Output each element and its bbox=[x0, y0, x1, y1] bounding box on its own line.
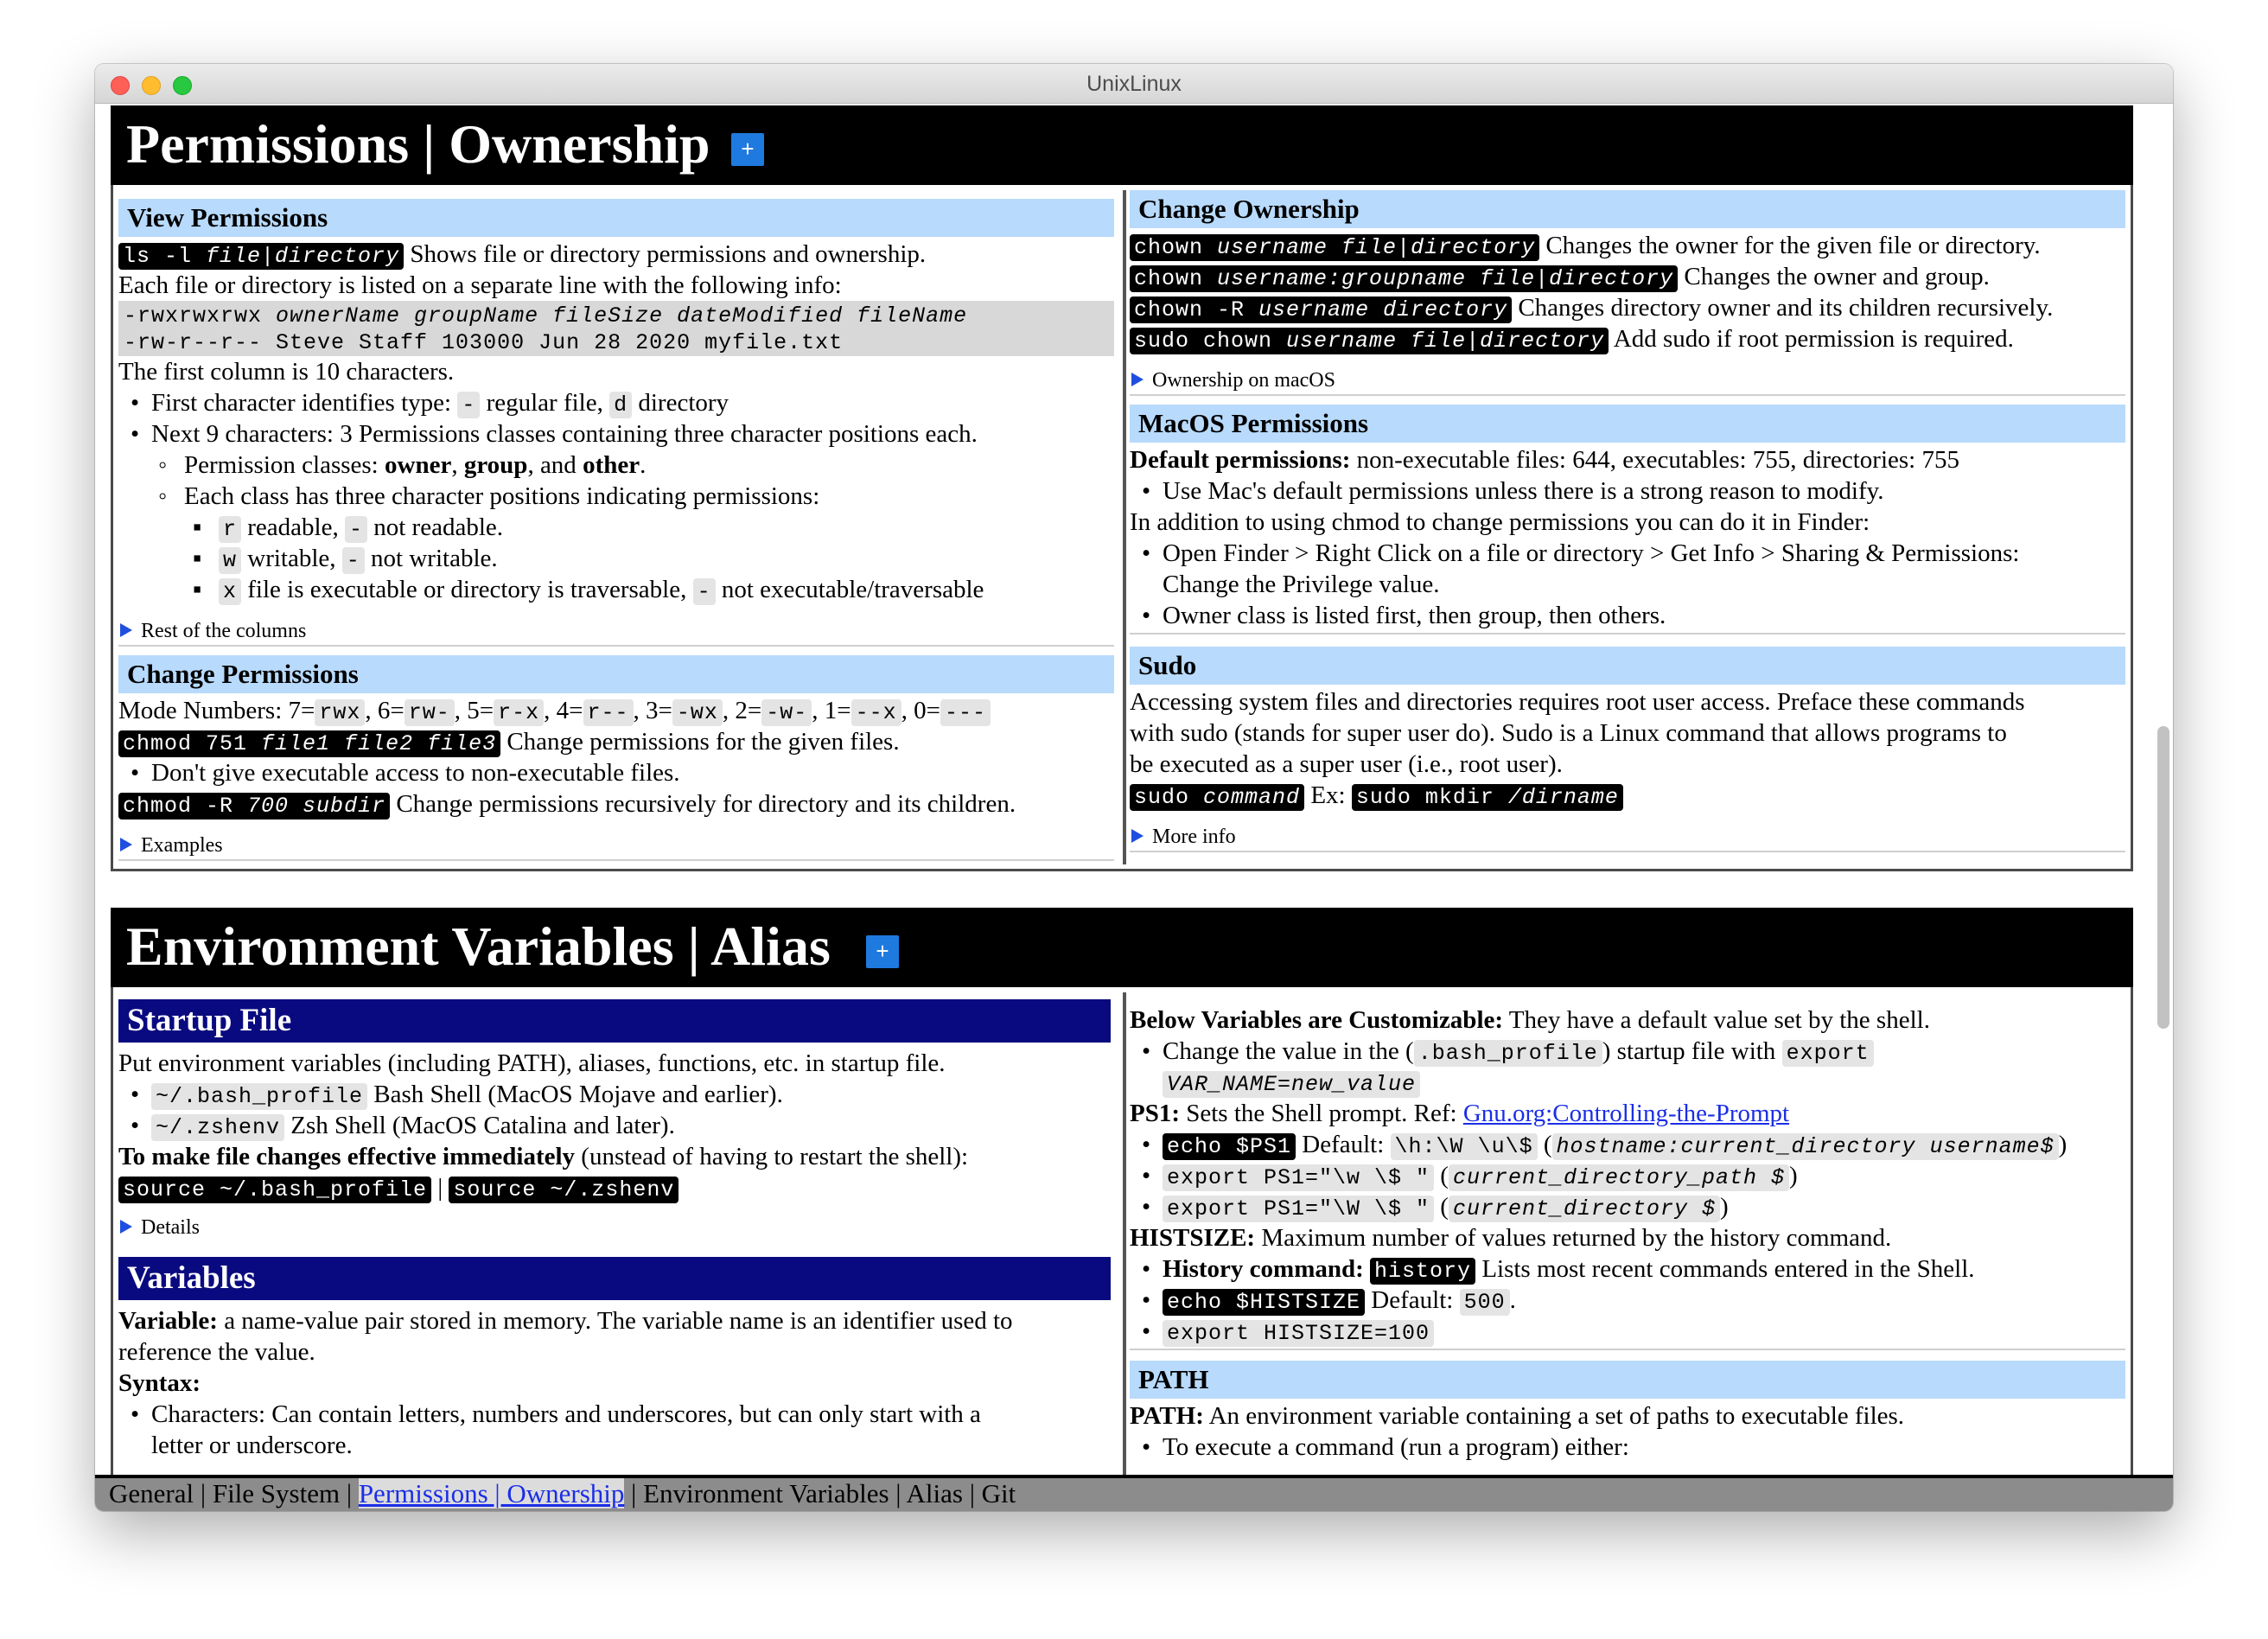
list-item: • echo $PS1 Default: \h:\W \u\$ ( hostname:current_directory username$ ) bbox=[1130, 1129, 2067, 1163]
ownership-macos-toggle[interactable]: Ownership on macOS bbox=[1130, 367, 2125, 396]
default-permissions-line: Default permissions: non-executable files: 644, executables: 755, directories: 755 bbox=[1130, 446, 1959, 474]
list-item: • echo $HISTSIZE Default: 500 . bbox=[1130, 1285, 1516, 1318]
list-item: • Open Finder > Right Click on a file or directory > Get Info > Sharing & Permissions: bbox=[1130, 538, 2019, 569]
list-item: ◦ Each class has three character positions indicating permissions: bbox=[118, 481, 819, 512]
startup-file-header: Startup File bbox=[118, 999, 1111, 1043]
macos-divider bbox=[1130, 609, 2125, 635]
section-header-permissions bbox=[111, 105, 2133, 185]
list-item: • Next 9 characters: 3 Permissions classes containing three character positions each. bbox=[118, 418, 978, 450]
listing-info-line: Each file or directory is listed on a separate line with the following info: bbox=[118, 271, 842, 299]
chown-recursive-line: chown -R username directory Changes directory owner and its children recursively. bbox=[1130, 292, 2053, 326]
ps1-line: PS1: Sets the Shell prompt. Ref: Gnu.org:Controlling-the-Prompt bbox=[1130, 1100, 1790, 1127]
disclosure-triangle-icon bbox=[120, 623, 132, 637]
permissions-panel bbox=[111, 185, 2133, 871]
section-title: Environment Variables | Alias bbox=[126, 915, 831, 977]
macos-permissions-header: MacOS Permissions bbox=[1130, 405, 2125, 443]
section-nav-footer: General | File System | Permissions | Ownership | Environment Variables | Alias | Git bbox=[95, 1475, 2173, 1511]
sudo-chown-line: sudo chown username file|directory Add sudo if root permission is required. bbox=[1130, 323, 2014, 357]
ls-code: ls -l file|directory bbox=[118, 243, 404, 270]
view-permissions-header: View Permissions bbox=[118, 199, 1114, 237]
variables-header: Variables bbox=[118, 1257, 1111, 1300]
startup-intro: Put environment variables (including PATH), aliases, functions, etc. in startup file. bbox=[118, 1049, 946, 1077]
list-item-continued: letter or underscore. bbox=[151, 1432, 353, 1459]
chown-line: chown username file|directory Changes the owner for the given file or directory. bbox=[1130, 230, 2041, 264]
effective-immediately-line: To make file changes effective immediately (unstead of having to restart the shell): bbox=[118, 1143, 969, 1170]
examples-toggle[interactable]: Examples bbox=[118, 832, 1114, 861]
column-divider bbox=[1123, 992, 1126, 1475]
list-item: • First character identifies type: - regular file, d directory bbox=[118, 387, 729, 421]
first-column-line: The first column is 10 characters. bbox=[118, 358, 455, 386]
nav-permissions-ownership[interactable]: Permissions | Ownership bbox=[358, 1478, 625, 1508]
ls-line: ls -l file|directory Shows file or directory permissions and ownership. bbox=[118, 239, 926, 272]
nav-git[interactable]: Git bbox=[981, 1478, 1016, 1508]
gnu-prompt-link[interactable]: Gnu.org:Controlling-the-Prompt bbox=[1462, 1100, 1790, 1127]
nav-general[interactable]: General bbox=[109, 1478, 194, 1508]
sudo-header: Sudo bbox=[1130, 647, 2125, 685]
customizable-line: Below Variables are Customizable: They have a default value set by the shell. bbox=[1130, 1006, 1930, 1034]
list-item: • Don't give executable access to non-executable files. bbox=[118, 757, 680, 788]
list-item: • export HISTSIZE=100 bbox=[1130, 1316, 1434, 1349]
disclosure-triangle-icon bbox=[120, 1220, 132, 1234]
list-item: • Characters: Can contain letters, numbers and underscores, but can only start with a bbox=[118, 1399, 981, 1430]
browser-window bbox=[95, 64, 2173, 1511]
expand-all-button[interactable]: + bbox=[866, 935, 899, 968]
list-item: ▪ x file is executable or directory is traversable, - not executable/traversable bbox=[118, 574, 984, 608]
title-bar bbox=[95, 64, 2173, 104]
list-item: • export PS1="\W \$ " ( current_directory $ ) bbox=[1130, 1191, 1729, 1225]
mode-numbers-line: Mode Numbers: 7= rwx , 6= rw- , 5= r-x , 4= r-- , 3= -wx , 2= -w- , 1= --x , 0= --- bbox=[118, 695, 991, 729]
list-item: ▪ r readable, - not readable. bbox=[118, 512, 503, 545]
list-item-continued: VAR_NAME=new_value bbox=[1163, 1067, 1420, 1100]
disclosure-triangle-icon bbox=[120, 838, 132, 851]
page-viewport[interactable] bbox=[95, 104, 2173, 1475]
list-item: • To execute a command (run a program) either: bbox=[1130, 1432, 1629, 1463]
listing-example: -rwxrwxrwx ownerName groupName fileSize dateModified fileName -rw-r--r-- Steve Staff 103000 Jun 28 2020 myfile.txt bbox=[118, 301, 1114, 356]
sudo-example-line: sudo command Ex: sudo mkdir /dirname bbox=[1130, 780, 1623, 813]
list-item: • Change the value in the ( .bash_profile ) startup file with export bbox=[1130, 1036, 1874, 1069]
more-info-toggle[interactable]: More info bbox=[1130, 823, 2125, 852]
list-item: • ~/.bash_profile Bash Shell (MacOS Mojave and earlier). bbox=[118, 1079, 783, 1113]
path-definition: PATH: An environment variable containing a set of paths to executable files. bbox=[1130, 1402, 1905, 1430]
expand-all-button[interactable]: + bbox=[731, 133, 764, 166]
change-permissions-header: Change Permissions bbox=[118, 655, 1114, 693]
chmod-line: chmod 751 file1 file2 file3 Change permissions for the given files. bbox=[118, 726, 900, 760]
disclosure-triangle-icon bbox=[1131, 373, 1144, 386]
histsize-line: HISTSIZE: Maximum number of values returned by the history command. bbox=[1130, 1224, 1892, 1252]
section-title: Permissions | Ownership bbox=[126, 113, 710, 175]
list-item: • Owner class is listed first, then group, then others. bbox=[1130, 600, 1666, 631]
environment-panel bbox=[111, 987, 2133, 1475]
list-item: • export PS1="\w \$ " ( current_directory_path $ ) bbox=[1130, 1160, 1798, 1194]
column-divider bbox=[1123, 190, 1126, 864]
source-commands-line: source ~/.bash_profile | source ~/.zshenv bbox=[118, 1172, 678, 1206]
list-item: • Use Mac's default permissions unless there is a strong reason to modify. bbox=[1130, 475, 1884, 507]
disclosure-triangle-icon bbox=[1131, 829, 1144, 843]
customizable-divider bbox=[1130, 1323, 2125, 1350]
window-title: UnixLinux bbox=[1086, 72, 1182, 96]
list-item: ◦ Permission classes: owner, group, and other. bbox=[118, 450, 646, 481]
rest-of-columns-toggle[interactable]: Rest of the columns bbox=[118, 617, 1114, 647]
scrollbar-thumb[interactable] bbox=[2157, 726, 2169, 1029]
chmod-recursive-line: chmod -R 700 subdir Change permissions recursively for directory and its children. bbox=[118, 788, 1016, 822]
syntax-label: Syntax: bbox=[118, 1369, 201, 1397]
sudo-text-3: be executed as a super user (i.e., root user). bbox=[1130, 750, 1563, 778]
chown-group-line: chown username:groupname file|directory Changes the owner and group. bbox=[1130, 261, 1990, 295]
finder-intro-line: In addition to using chmod to change permissions you can do it in Finder: bbox=[1130, 508, 1870, 536]
nav-file-system[interactable]: File System bbox=[212, 1478, 341, 1508]
nav-environment-variables[interactable]: Environment Variables | Alias bbox=[643, 1478, 963, 1508]
section-header-environment bbox=[111, 908, 2133, 987]
sudo-text-2: with sudo (stands for super user do). Sudo is a Linux command that allows programs to bbox=[1130, 719, 2007, 747]
sudo-text-1: Accessing system files and directories requires root user access. Preface these commands bbox=[1130, 688, 2025, 716]
variable-definition-cont: reference the value. bbox=[118, 1338, 315, 1366]
list-item: ▪ w writable, - not writable. bbox=[118, 543, 498, 577]
list-item-continued: Change the Privilege value. bbox=[1163, 571, 1440, 598]
change-ownership-header: Change Ownership bbox=[1130, 190, 2125, 228]
list-item: • ~/.zshenv Zsh Shell (MacOS Catalina and later). bbox=[118, 1110, 675, 1144]
variable-definition: Variable: a name-value pair stored in memory. The variable name is an identifier used to bbox=[118, 1307, 1013, 1335]
details-toggle[interactable]: Details bbox=[118, 1214, 1114, 1243]
path-header: PATH bbox=[1130, 1361, 2125, 1399]
list-item: • History command: history Lists most recent commands entered in the Shell. bbox=[1130, 1253, 1975, 1287]
